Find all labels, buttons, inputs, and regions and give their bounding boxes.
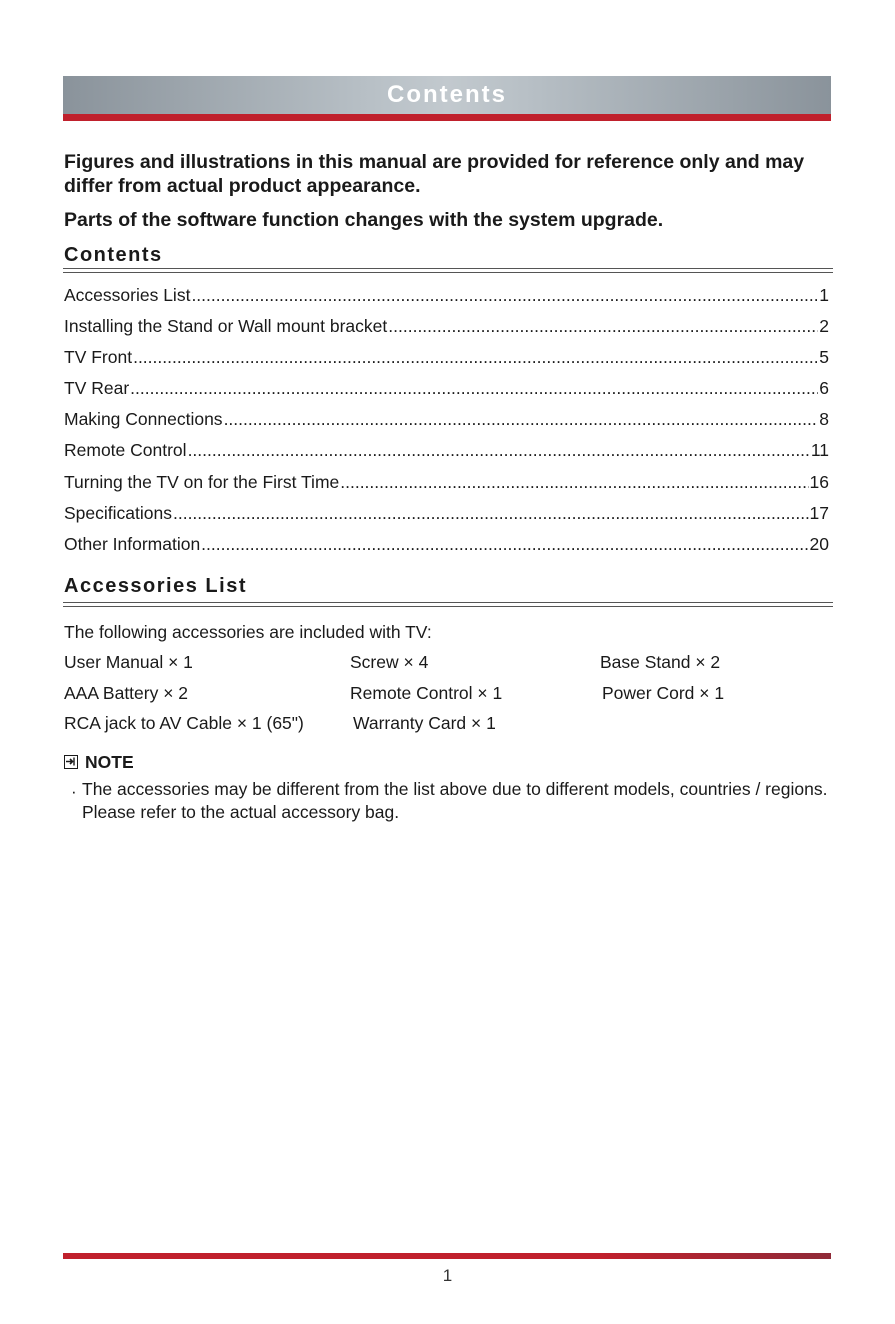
toc-leader	[388, 316, 818, 337]
toc-leader	[201, 534, 808, 555]
accessory-item: Remote Control × 1	[350, 683, 503, 703]
toc-row[interactable]	[64, 316, 829, 340]
toc-page-number: 1	[819, 285, 829, 305]
note-text: The accessories may be different from the list above due to different models, countries / regions. Please refer to the actual accessory bag.	[82, 779, 828, 822]
toc-row[interactable]	[64, 503, 829, 527]
toc-leader	[173, 503, 809, 524]
toc-page-number: 5	[819, 347, 829, 367]
toc-page-number: 11	[810, 440, 829, 460]
accessory-item: Warranty Card × 1	[353, 713, 496, 733]
disclaimer-text: Figures and illustrations in this manual are provided for reference only and may differ from actual product appearance.	[64, 151, 805, 197]
accessory-item: Screw × 4	[350, 652, 429, 672]
toc-page-number: 16	[809, 472, 829, 492]
toc-row[interactable]	[64, 347, 829, 371]
header-banner	[63, 76, 831, 114]
contents-heading: Contents	[64, 244, 163, 266]
toc-page-number: 17	[809, 503, 829, 523]
accessories-intro: The following accessories are included with TV:	[64, 622, 432, 642]
accessory-item: Base Stand × 2	[600, 652, 721, 672]
toc-row[interactable]	[64, 534, 829, 558]
note-arrow-icon	[64, 755, 78, 769]
toc-label: TV Front	[64, 347, 133, 367]
note-bullet: ·	[71, 782, 77, 801]
toc-page-number: 20	[809, 534, 829, 554]
toc-row[interactable]	[64, 472, 829, 496]
toc-leader	[188, 440, 810, 461]
toc-leader	[191, 285, 818, 306]
accessory-item: User Manual × 1	[64, 652, 193, 672]
toc-label: Other Information	[64, 534, 201, 554]
accessories-divider	[63, 602, 833, 607]
toc-leader	[340, 472, 808, 493]
software-note-text: Parts of the software function changes with the system upgrade.	[64, 209, 664, 231]
toc-label: Turning the TV on for the First Time	[64, 472, 340, 492]
accessory-item: AAA Battery × 2	[64, 683, 189, 703]
page-number: 1	[442, 1266, 453, 1285]
toc-leader	[133, 347, 818, 368]
footer-bar	[63, 1253, 831, 1259]
toc-page-number: 6	[819, 378, 829, 398]
toc-leader	[224, 409, 819, 430]
toc-row[interactable]	[64, 440, 829, 464]
toc-row[interactable]	[64, 378, 829, 402]
toc-row[interactable]	[64, 285, 829, 309]
banner-red-stripe	[63, 114, 831, 121]
banner-title: Contents	[387, 81, 507, 108]
toc-page-number: 2	[819, 316, 829, 336]
toc-leader	[130, 378, 818, 399]
toc-label: Installing the Stand or Wall mount bracket	[64, 316, 388, 336]
toc-label: Remote Control	[64, 440, 187, 460]
toc-label: Specifications	[64, 503, 172, 523]
accessory-item: RCA jack to AV Cable × 1 (65")	[64, 713, 304, 733]
toc-label: Accessories List	[64, 285, 191, 305]
accessory-item: Power Cord × 1	[602, 683, 725, 703]
contents-divider	[63, 268, 833, 273]
toc-label: Making Connections	[64, 409, 223, 429]
toc-label: TV Rear	[64, 378, 130, 398]
toc-page-number: 8	[819, 409, 829, 429]
note-label: NOTE	[85, 752, 134, 772]
accessories-heading: Accessories List	[64, 575, 247, 597]
toc-row[interactable]	[64, 409, 829, 433]
